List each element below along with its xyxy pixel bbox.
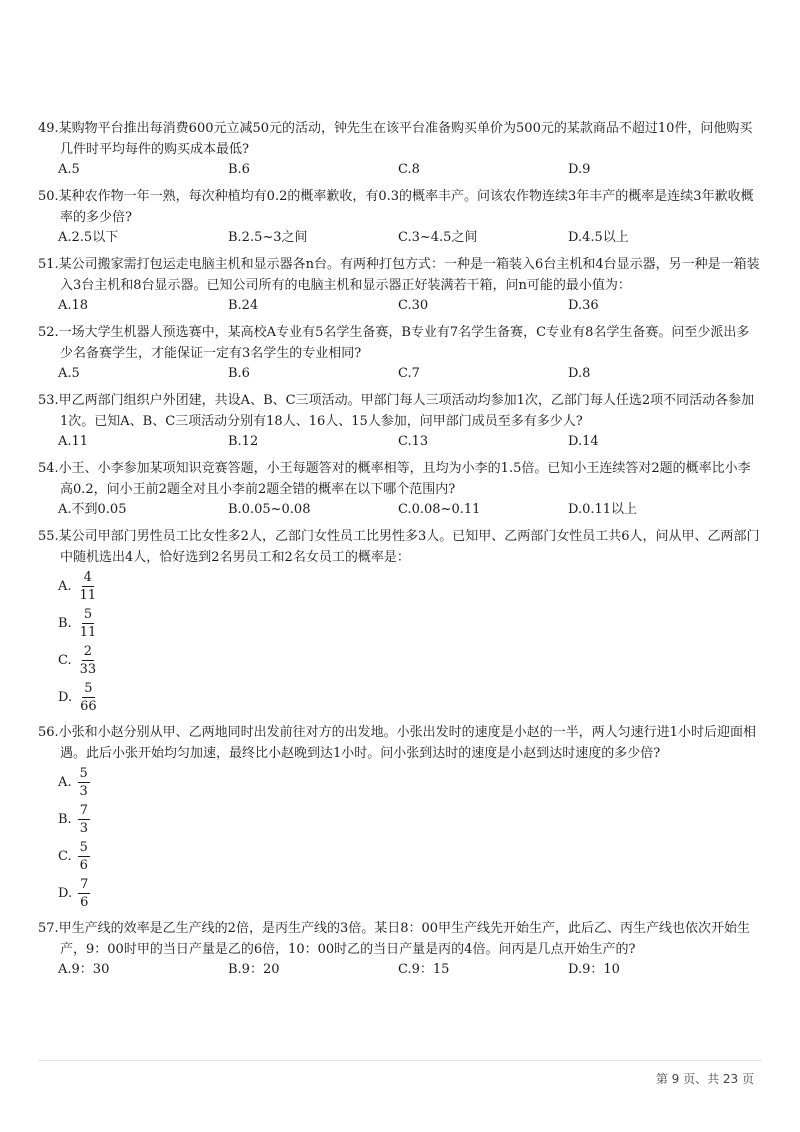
option-c: C.8 (398, 162, 420, 177)
question-55 (38, 526, 762, 716)
question-stem: 49.某购物平台推出每消费600元立减50元的活动，钟先生在该平台准备购买单价为500元的某款商品不超过10件，问他购买几件时平均每件的购买成本最低? (38, 121, 753, 157)
option-label: D. (58, 886, 73, 901)
option-b: B.9：20 (228, 962, 280, 977)
option-b: B.2.5~3之间 (228, 230, 308, 245)
option-label: A. (58, 775, 72, 790)
options-row (38, 432, 762, 452)
option-c: C.3~4.5之间 (398, 230, 478, 245)
question-54 (38, 458, 762, 520)
fraction (78, 607, 99, 640)
option-a: A.5 (58, 366, 80, 381)
question-56 (38, 722, 762, 912)
option-a: A.11 (58, 434, 89, 449)
question-51 (38, 254, 762, 316)
question-53 (38, 390, 762, 452)
options-row (38, 160, 762, 180)
fraction-numerator: 4 (83, 570, 92, 585)
question-52 (38, 322, 762, 384)
option-c: C.0.08~0.11 (398, 502, 481, 517)
option-b: B.24 (228, 298, 259, 313)
question-49 (38, 118, 762, 180)
fraction-denominator: 6 (79, 858, 88, 873)
question-stem: 51.某公司搬家需打包运走电脑主机和显示器各n台。有两种打包方式：一种是一箱装入6台主机和4台显示器，另一种是一箱装入3台主机和8台显示器。已知公司所有的电脑主机和显示器正好装满若干箱，问n可能的最小值为： (38, 257, 760, 293)
option-c (38, 642, 762, 679)
question-sheet (38, 118, 762, 986)
fraction (78, 803, 90, 836)
option-label: C. (58, 849, 72, 864)
fraction-numerator: 5 (79, 766, 88, 781)
option-c: C.13 (398, 434, 429, 449)
fraction-denominator: 33 (79, 662, 97, 677)
options-row (38, 296, 762, 316)
fraction (78, 570, 99, 603)
option-a (38, 568, 762, 605)
question-stem: 53.甲乙两部门组织户外团建，共设A、B、C三项活动。甲部门每人三项活动均参加1次，乙部门每人任选2项不同活动各参加1次。已知A、B、C三项活动分别有18人、16人、15人参加，问甲部门成员至多有多少人? (38, 393, 755, 429)
option-b (38, 801, 762, 838)
option-d: D.9：10 (568, 962, 620, 977)
fraction-denominator: 11 (79, 625, 97, 640)
option-d: D.9 (568, 162, 591, 177)
question-stem: 55.某公司甲部门男性员工比女性多2人，乙部门女性员工比男性多3人。已知甲、乙两部门女性员工共6人，问从甲、乙两部门中随机选出4人，恰好选到2名男员工和2名女员工的概率是： (38, 529, 760, 565)
option-label: C. (58, 653, 72, 668)
fraction-denominator: 3 (79, 784, 88, 799)
option-c (38, 838, 762, 875)
question-stem: 54.小王、小李参加某项知识竞赛答题，小王每题答对的概率相等，且均为小李的1.5倍。已知小王连续答对2题的概率比小李高0.2，问小王前2题全对且小李前2题全错的概率在以下哪个范围内? (38, 461, 751, 497)
option-label: B. (58, 616, 72, 631)
question-stem: 56.小张和小赵分别从甲、乙两地同时出发前往对方的出发地。小张出发时的速度是小赵的一半，两人匀速行进1小时后迎面相遇。此后小张开始均匀加速，最终比小赵晚到达1小时。问小张到达时的速度是小赵到达时速度的多少倍? (38, 725, 756, 761)
option-label: A. (58, 579, 72, 594)
fraction-denominator: 6 (80, 895, 89, 910)
fraction (78, 877, 90, 910)
option-a: A.18 (58, 298, 89, 313)
option-a: A.不到0.05 (58, 502, 127, 517)
option-c: C.7 (398, 366, 420, 381)
option-a: A.9：30 (58, 962, 110, 977)
page-number: 第 9 页、共 23 页 (655, 1072, 754, 1086)
option-d (38, 875, 762, 912)
footer-divider (38, 1060, 762, 1061)
option-d: D.8 (568, 366, 591, 381)
option-label: D. (58, 690, 73, 705)
options-row (38, 500, 762, 520)
fraction-numerator: 7 (79, 803, 88, 818)
fraction (78, 766, 90, 799)
fraction-numerator: 5 (84, 681, 93, 696)
option-b: B.0.05~0.08 (228, 502, 311, 517)
option-d: D.36 (568, 298, 599, 313)
option-d: D.14 (568, 434, 599, 449)
options-row (38, 364, 762, 384)
fraction (78, 840, 90, 873)
question-50 (38, 186, 762, 248)
option-a: A.5 (58, 162, 80, 177)
option-b (38, 605, 762, 642)
fraction-numerator: 5 (79, 840, 88, 855)
option-a: A.2.5以下 (58, 230, 119, 245)
question-stem: 50.某种农作物一年一熟，每次种植均有0.2的概率歉收，有0.3的概率丰产。问该农作物连续3年丰产的概率是连续3年歉收概率的多少倍? (38, 189, 754, 225)
option-b: B.12 (228, 434, 259, 449)
fraction-numerator: 7 (80, 877, 89, 892)
fraction-denominator: 66 (80, 699, 97, 714)
option-a (38, 764, 762, 801)
option-b: B.6 (228, 162, 250, 177)
fraction-numerator: 5 (83, 607, 93, 622)
options-row (38, 960, 762, 980)
option-d: D.4.5以上 (568, 230, 629, 245)
option-d (38, 679, 762, 716)
option-b: B.6 (228, 366, 250, 381)
fraction-numerator: 2 (83, 644, 93, 659)
option-c: C.30 (398, 298, 429, 313)
question-57 (38, 918, 762, 980)
fraction-denominator: 3 (79, 821, 88, 836)
question-stem: 52.一场大学生机器人预选赛中，某高校A专业有5名学生备赛，B专业有7名学生备赛，C专业有8名学生备赛。问至少派出多少名备赛学生，才能保证一定有3名学生的专业相同? (38, 325, 750, 361)
option-c: C.9：15 (398, 962, 450, 977)
fraction (78, 681, 99, 714)
question-stem: 57.甲生产线的效率是乙生产线的2倍，是丙生产线的3倍。某日8：00甲生产线先开始生产，此后乙、丙生产线也依次开始生产，9：00时甲的当日产量是乙的6倍，10：00时乙的当日产量是丙的4倍。问丙是几点开始生产的? (38, 921, 751, 957)
option-d: D.0.11以上 (568, 502, 638, 517)
fraction-denominator: 11 (79, 588, 97, 603)
option-label: B. (58, 812, 72, 827)
options-row (38, 228, 762, 248)
fraction (78, 644, 99, 677)
